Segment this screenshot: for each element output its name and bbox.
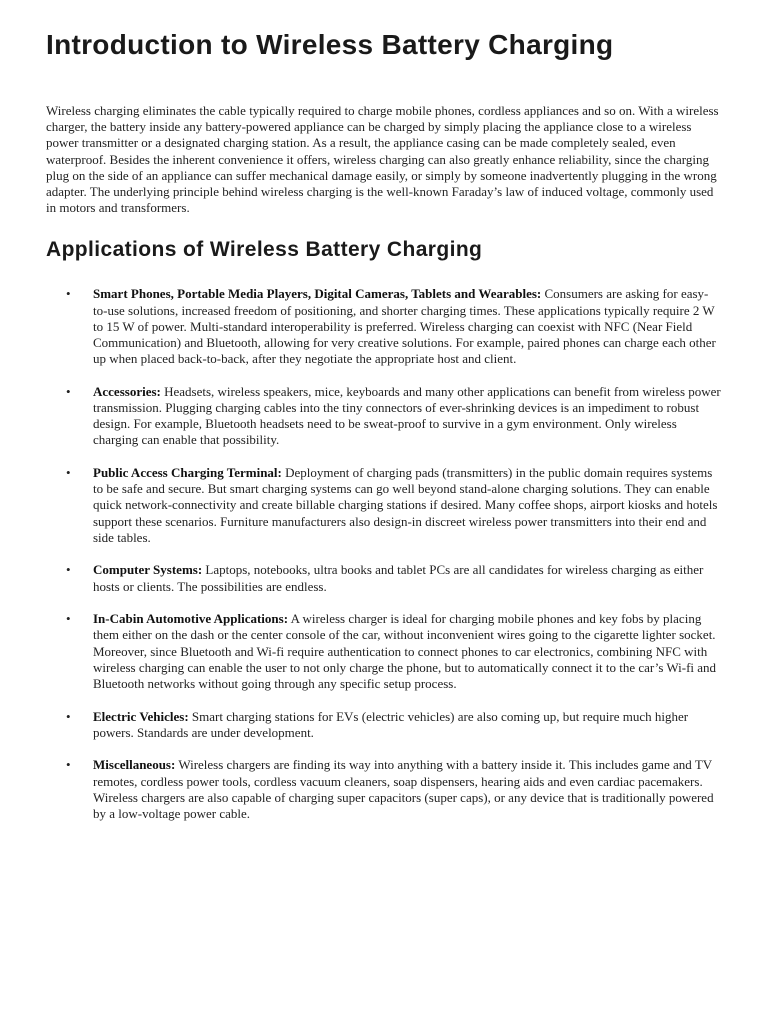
list-item-electric-vehicles	[46, 709, 722, 741]
bullet-icon: •	[66, 708, 71, 724]
list-item-label: Smart Phones, Portable Media Players, Digital Cameras, Tablets and Wearables:	[93, 286, 542, 302]
list-item-label: Public Access Charging Terminal:	[93, 465, 282, 481]
bullet-icon: •	[66, 465, 71, 481]
bullet-icon: •	[66, 383, 71, 399]
list-item-text: Deployment of charging pads (transmitters) in the public domain requires systems to be safe and secure. But smart charging systems can go well beyond stand-alone charging solutions. They can enable quick network-connectivity and create billable charging stations if desired. Many coffee shops, airport kiosks and hotels support these scenarios. Furniture manufacturers also design-in discreet wireless power transmitters into their end and side tables.	[93, 465, 718, 545]
list-item-miscellaneous	[46, 757, 722, 822]
intro-paragraph: Wireless charging eliminates the cable typically required to charge mobile phones, cordless appliances and so on. With a wireless charger, the battery inside any battery-powered appliance can be charged by simply placing the appliance close to a wireless power transmitter or a designated charging station. As a result, the appliance casing can be made completely sealed, even waterproof. Besides the inherent convenience it offers, wireless charging can also greatly enhance reliability, since the charging plug on the side of an appliance can suffer mechanical damage easily, or simply by someone inadvertently plugging in the wrong adapter. The underlying principle behind wireless charging is the well-known Faraday’s law of induced voltage, commonly used in motors and transformers.	[46, 103, 719, 216]
list-item-label: Computer Systems:	[93, 562, 203, 578]
applications-list	[46, 286, 722, 822]
list-item-public-access	[46, 465, 722, 546]
list-item-text: Headsets, wireless speakers, mice, keyboards and many other applications can benefit from wireless power transmission. Plugging charging cables into the tiny connectors of ever-shrinking devices is an impediment to robust design. For example, Bluetooth headsets need to be sweat-proof to survive in a gym environment. Only wireless charging can enable that possibility.	[93, 383, 721, 448]
bullet-icon: •	[66, 562, 71, 578]
list-item-label: Accessories:	[93, 383, 161, 399]
list-item-text: A wireless charger is ideal for charging mobile phones and key fobs by placing them either on the dash or the center console of the car, without inconvenient wires going to the cigarette lighter socket. Moreover, since Bluetooth and Wi-fi require authentication to connect phones to car electronics, combining NFC with wireless charging can enable the user to not only charge the phone, but to automatically connect it to the car’s Wi-fi and Bluetooth networks without going through any specific setup process.	[93, 611, 717, 692]
section-heading: Applications of Wireless Battery Charging	[46, 238, 483, 262]
list-item-text: Laptops, notebooks, ultra books and tablet PCs are all candidates for wireless charging as either hosts or clients. The possibilities are endless.	[93, 562, 704, 594]
list-item-label: Electric Vehicles:	[93, 708, 189, 724]
list-item-automotive	[46, 611, 722, 692]
list-item-text: Consumers are asking for easy-to-use solutions, increased freedom of positioning, and shorter charging times. These applications typically require 2 W to 15 W of power. Multi-standard interoperability is preferred. Wireless charging can coexist with NFC (Near Field Communication) and Bluetooth, allowing for very creative solutions. For example, paired phones can charge each other up when placed back-to-back, after they negotiate the appropriate host and client.	[93, 286, 716, 367]
list-item-label: In-Cabin Automotive Applications:	[93, 611, 289, 627]
list-item-label: Miscellaneous:	[93, 757, 176, 773]
list-item-text: Wireless chargers are finding its way into anything with a battery inside it. This includes game and TV remotes, cordless power tools, cordless vacuum cleaners, soap dispensers, hearing aids and even cardiac pacemakers. Wireless chargers are also capable of charging super capacitors (super caps), or any device that is traditionally powered by a low-voltage power cable.	[93, 757, 714, 822]
list-item-text: Smart charging stations for EVs (electric vehicles) are also coming up, but require much higher powers. Standards are under development.	[93, 708, 689, 740]
bullet-icon: •	[66, 611, 71, 627]
page-title: Introduction to Wireless Battery Charging	[46, 29, 614, 60]
bullet-icon: •	[66, 286, 71, 302]
list-item-accessories	[46, 384, 722, 449]
bullet-icon: •	[66, 757, 71, 773]
list-item-smart-phones	[46, 286, 722, 367]
list-item-computer-systems	[46, 562, 722, 594]
